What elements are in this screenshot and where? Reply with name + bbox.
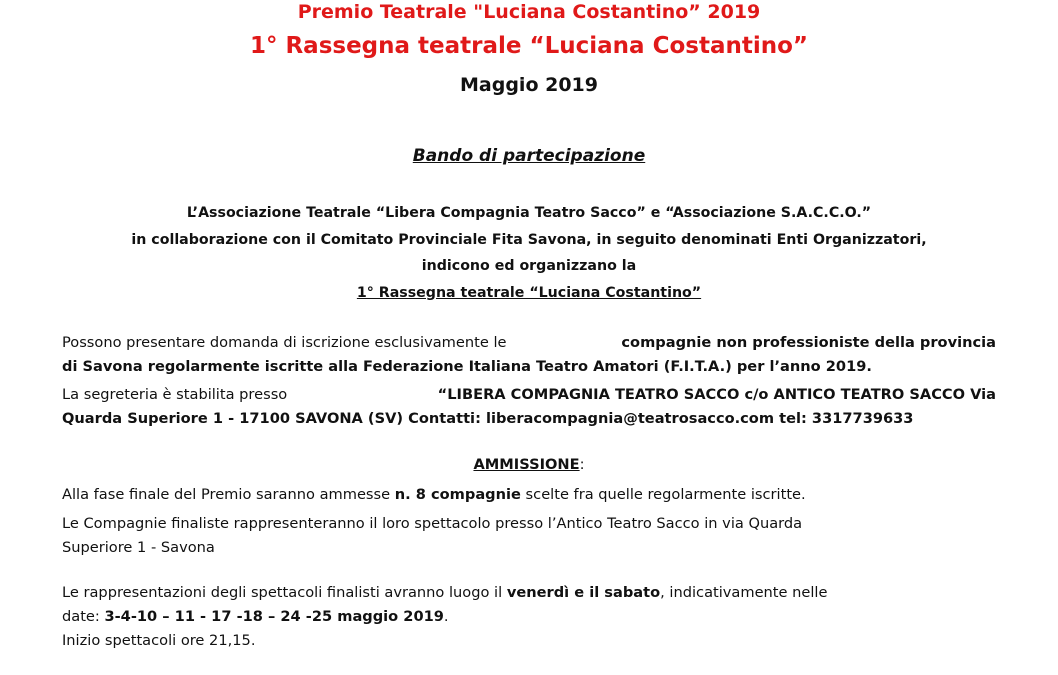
eligibility-text-a: Possono presentare domanda di iscrizione esclusivamente le bbox=[62, 334, 507, 351]
secretariat-paragraph bbox=[62, 383, 996, 431]
schedule-text-c: , indicativamente nelle bbox=[660, 584, 828, 601]
secretariat-text-a: La segreteria è stabilita presso bbox=[62, 386, 288, 403]
document-page bbox=[62, 0, 996, 675]
event-title: 1° Rassegna teatrale “Luciana Costantino” bbox=[249, 33, 809, 59]
ammissione-paragraph-2 bbox=[62, 512, 996, 560]
eligibility-line-2: di Savona regolarmente iscritte alla Federazione Italiana Teatro Amatori (F.I.T.A.) per l’anno 2019. bbox=[62, 358, 872, 375]
schedule-start-time: Inizio spettacoli ore 21,15. bbox=[62, 632, 256, 649]
schedule-dates-prefix: date: bbox=[62, 608, 105, 625]
schedule-line-1 bbox=[62, 581, 996, 605]
intro-line-organizers: L’Associazione Teatrale “Libera Compagnia Teatro Sacco” e “Associazione S.A.C.C.O.” bbox=[186, 205, 872, 221]
ammissione-text-b: n. 8 compagnie bbox=[394, 486, 521, 503]
ammissione-text-c: scelte fra quelle regolarmente iscritte. bbox=[520, 486, 806, 503]
ammissione-colon: : bbox=[579, 456, 585, 473]
ammissione-text-a: Alla fase finale del Premio saranno ammesse bbox=[62, 486, 395, 503]
secretariat-text-b: “LIBERA COMPAGNIA TEATRO SACCO c/o ANTICO TEATRO SACCO Via bbox=[437, 386, 996, 403]
schedule-dates-suffix: . bbox=[443, 608, 449, 625]
secretariat-line-2: Quarda Superiore 1 - 17100 SAVONA (SV) Contatti: liberacompagnia@teatrosacco.com tel: 3317739633 bbox=[62, 410, 914, 427]
intro-line-collaboration: in collaborazione con il Comitato Provinciale Fita Savona, in seguito denominati Enti Organizzatori, bbox=[131, 231, 927, 248]
ammissione-heading-row bbox=[62, 456, 996, 473]
schedule-text-b: venerdì e il sabato bbox=[506, 584, 661, 601]
prize-title: Premio Teatrale "Luciana Costantino” 2019 bbox=[297, 1, 761, 23]
eligibility-text-b: compagnie non professioniste della provincia bbox=[621, 334, 996, 351]
ammissione-paragraph-1 bbox=[62, 483, 996, 507]
ammissione-venue-line-1: Le Compagnie finaliste rappresenteranno il loro spettacolo presso l’Antico Teatro Sacco in via Quarda bbox=[62, 515, 803, 532]
bando-title: Bando di partecipazione bbox=[412, 146, 646, 166]
ammissione-venue-line-2: Superiore 1 - Savona bbox=[62, 539, 215, 556]
schedule-dates: 3-4-10 – 11 - 17 -18 – 24 -25 maggio 2019 bbox=[104, 608, 444, 625]
ammissione-line-1 bbox=[62, 483, 996, 507]
schedule-text-a: Le rappresentazioni degli spettacoli finalisti avranno luogo il bbox=[62, 584, 507, 601]
intro-block bbox=[62, 200, 996, 306]
eligibility-line-1 bbox=[62, 331, 996, 355]
ammissione-heading: AMMISSIONE bbox=[473, 456, 580, 473]
schedule-paragraph bbox=[62, 581, 996, 653]
event-period: Maggio 2019 bbox=[460, 74, 598, 96]
intro-line-announce: indicono ed organizzano la bbox=[421, 258, 637, 274]
secretariat-line-1 bbox=[62, 383, 996, 407]
eligibility-paragraph bbox=[62, 331, 996, 379]
schedule-line-2 bbox=[62, 605, 996, 629]
intro-line-event: 1° Rassegna teatrale “Luciana Costantino” bbox=[356, 284, 702, 301]
